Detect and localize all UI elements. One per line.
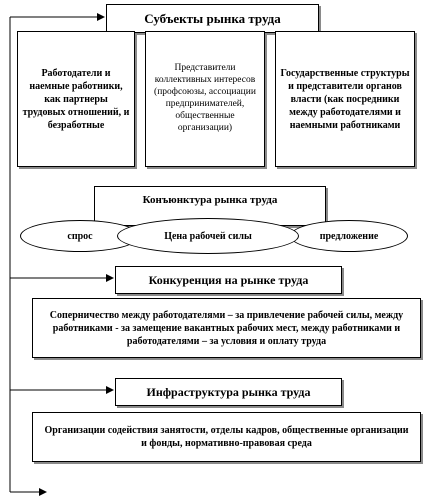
conjuncture-demand: спрос	[20, 220, 140, 252]
infrastructure-title: Инфраструктура рынка труда	[115, 378, 342, 406]
subjects-title: Субъекты рынка труда	[106, 4, 319, 33]
conjuncture-supply: предложение	[290, 220, 408, 252]
infrastructure-text: Организации содействия занятости, отделы кадров, общественные организации и фонды, нормативно-правовая среда	[32, 412, 421, 462]
conjuncture-price: Цена рабочей силы	[117, 218, 299, 254]
competition-title: Конкуренция на рынке труда	[115, 266, 342, 294]
competition-text: Соперничество между работодателями – за привлечение рабочей силы, между работниками - за замещение вакантных рабочих мест, между работниками и работодателями – за условия и оплату труда	[32, 298, 421, 358]
conjuncture-title: Конъюнктура рынка труда	[142, 194, 278, 206]
subjects-representatives: Представители коллективных интересов (профсоюзы, ассоциации предпринимателей, общественные организации)	[145, 31, 265, 167]
subjects-state: Государственные структуры и представители органов власти (как посредники между работодателями и наемными работниками	[275, 31, 415, 167]
subjects-employers: Работодатели и наемные работники, как партнеры трудовых отношений, и безработные	[17, 31, 135, 167]
